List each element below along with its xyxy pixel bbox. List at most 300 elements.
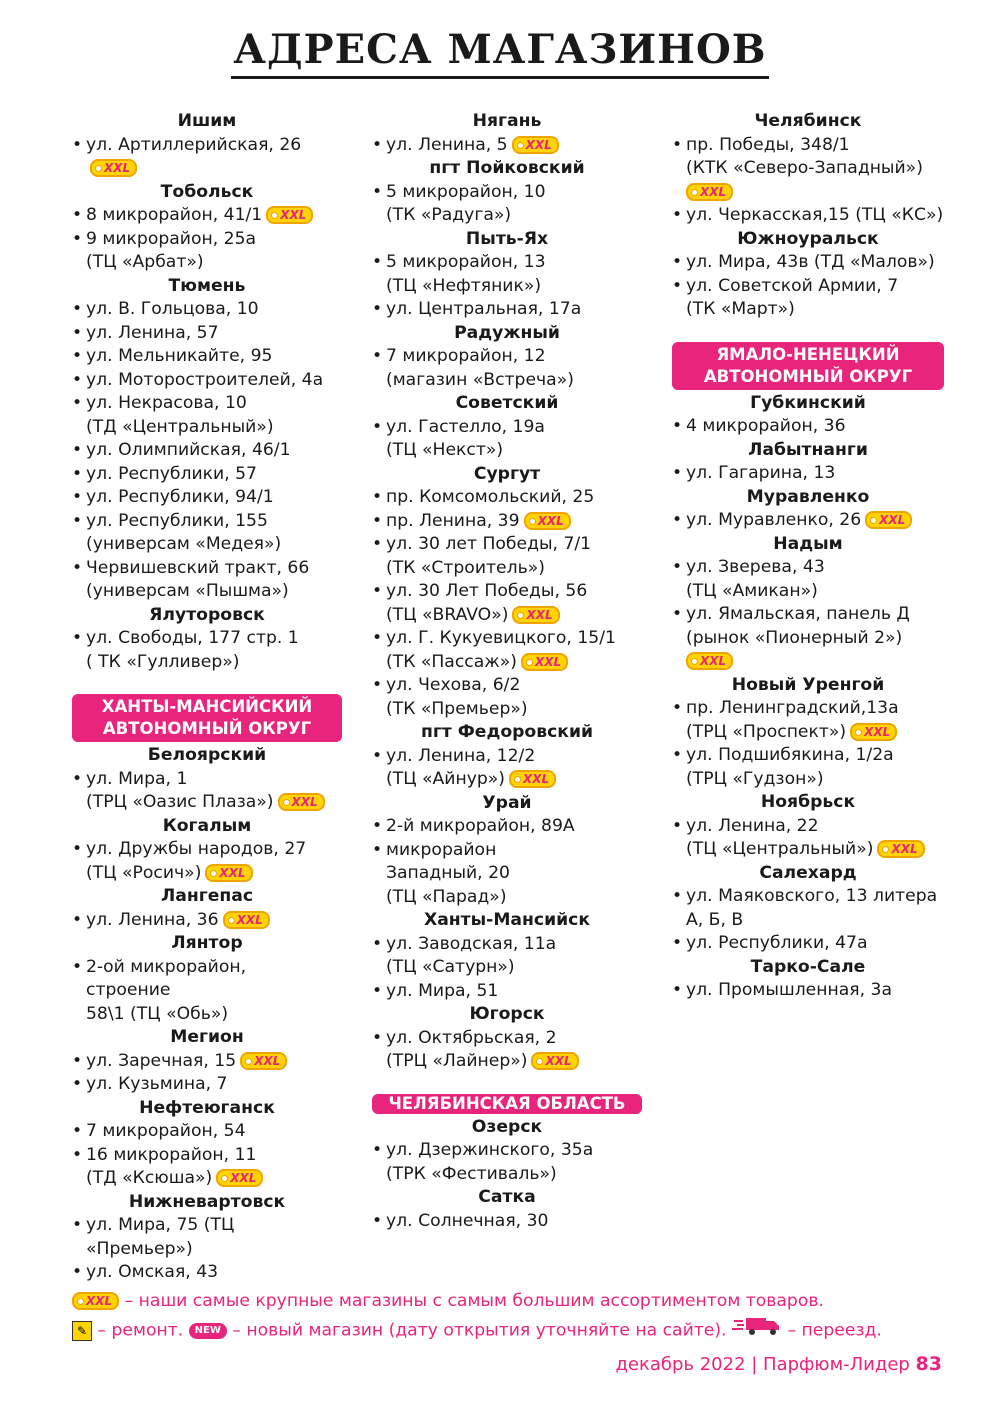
- address-line: [386, 1210, 642, 1234]
- address-text: ул. Чехова, 6/2: [386, 675, 521, 695]
- address-line: [686, 650, 944, 674]
- store-address: [672, 556, 944, 603]
- address-text: ул. 30 Лет Победы, 56: [386, 581, 588, 601]
- city-heading: Нягань: [472, 111, 542, 131]
- new-badge: NEW: [189, 1323, 227, 1339]
- store-address: [372, 181, 642, 228]
- legend-new-text: – новый магазин (дату открытия уточняйте на сайте).: [226, 1320, 727, 1341]
- city-heading: Губкинский: [750, 392, 866, 413]
- city-heading: Мегион: [170, 1027, 244, 1047]
- legend: [72, 1288, 882, 1346]
- store-address: [372, 839, 642, 910]
- store-address: [672, 979, 944, 1003]
- city-heading: Ханты-Мансийск: [423, 910, 591, 930]
- address-text: пр. Ленина, 39: [386, 510, 520, 531]
- store-address: [372, 627, 642, 674]
- address-text: ул. Ленина, 57: [86, 322, 219, 343]
- store-address: [672, 815, 944, 862]
- address-text: ул. Ленина, 22: [686, 815, 819, 836]
- address-text: ул. Республики, 57: [86, 463, 257, 484]
- address-line: [86, 956, 342, 980]
- address-line: [386, 1027, 642, 1051]
- address-text: (ТК «Строитель»): [386, 557, 545, 578]
- region-line: ХАНТЫ-МАНСИЙСКИЙ: [101, 697, 313, 716]
- address-text: ул. Г. Кукуевицкого, 15/1: [386, 628, 616, 648]
- xxl-badge: XXL: [521, 653, 568, 671]
- address-line: [386, 533, 642, 557]
- region-banner: [72, 694, 342, 742]
- store-address: [72, 909, 342, 933]
- store-address: [72, 298, 342, 322]
- repair-icon: ✎: [72, 1321, 92, 1341]
- store-address: [672, 932, 944, 956]
- store-address: [372, 1139, 642, 1186]
- address-text: (ТРЦ «Гудзон»): [686, 768, 824, 789]
- legend-xxl-text: – наши самые крупные магазины с самым большим ассортиментом товаров.: [119, 1291, 824, 1311]
- address-line: [686, 721, 944, 745]
- address-text: 7 микрорайон, 54: [86, 1121, 246, 1141]
- address-line: [686, 556, 944, 580]
- column-2: [372, 110, 642, 1233]
- address-text: (ТК «Радуга»): [386, 205, 512, 225]
- address-text: ул. Свободы, 177 стр. 1: [86, 628, 299, 648]
- city-heading: Сургут: [473, 463, 541, 484]
- address-text: ул. Гагарина, 13: [686, 463, 836, 483]
- page-title-wrap: [0, 26, 1000, 79]
- address-text: 7 микрорайон, 12: [386, 346, 546, 366]
- address-text: ул. 30 лет Победы, 7/1: [386, 534, 592, 554]
- address-text: пр. Ленинградский,13а: [686, 698, 899, 718]
- city-heading: Когалым: [162, 815, 252, 836]
- city-heading: Тарко-Сале: [750, 956, 866, 977]
- address-line: [86, 1073, 342, 1097]
- store-address: [72, 439, 342, 463]
- address-line: [86, 369, 342, 393]
- city-heading: Салехард: [759, 862, 857, 883]
- address-text: ул. Мира, 1: [86, 768, 188, 789]
- address-line: [386, 298, 642, 322]
- store-address: [672, 885, 944, 932]
- store-address: [372, 933, 642, 980]
- address-line: [386, 815, 642, 839]
- address-line: [86, 439, 342, 463]
- store-address: [372, 980, 642, 1004]
- store-address: [72, 392, 342, 439]
- address-line: [86, 1144, 342, 1168]
- address-text: (ТЦ «Нефтяник»): [386, 275, 542, 296]
- address-line: [386, 345, 642, 369]
- address-line: [686, 251, 944, 275]
- address-line: [86, 228, 342, 252]
- city-heading: Урай: [482, 792, 532, 813]
- address-line: [686, 204, 944, 228]
- address-text: 16 микрорайон, 11: [86, 1144, 257, 1165]
- address-line: [86, 651, 342, 675]
- address-line: [386, 1163, 642, 1187]
- address-line: [386, 980, 642, 1004]
- address-line: [686, 580, 944, 604]
- spacer: [672, 322, 944, 334]
- store-address: [672, 603, 944, 674]
- address-line: [86, 580, 342, 604]
- address-line: [686, 815, 944, 839]
- address-text: ул. Некрасова, 10: [86, 393, 247, 413]
- store-address: [372, 486, 642, 510]
- page-number: 83: [915, 1353, 942, 1375]
- address-line: [386, 956, 642, 980]
- store-address: [72, 838, 342, 885]
- address-line: [86, 298, 342, 322]
- store-address: [672, 744, 944, 791]
- xxl-badge: XXL: [877, 840, 924, 858]
- address-text: ул. Олимпийская, 46/1: [86, 440, 291, 460]
- store-address: [372, 416, 642, 463]
- store-address: [372, 580, 642, 627]
- address-line: [686, 134, 944, 158]
- address-line: [386, 439, 642, 463]
- address-text: ул. Маяковского, 13 литера: [686, 886, 938, 906]
- address-text: (ТД «Центральный»): [86, 416, 274, 437]
- address-line: [686, 909, 944, 933]
- address-line: [686, 932, 944, 956]
- address-text: (ТЦ «Некст»): [386, 440, 504, 460]
- footer-issue: декабрь 2022 | Парфюм-Лидер: [615, 1354, 916, 1375]
- address-text: пр. Победы, 348/1: [686, 134, 850, 155]
- address-text: ул. Мельникайте, 95: [86, 346, 273, 366]
- address-text: А, Б, В: [686, 909, 744, 930]
- address-line: [86, 486, 342, 510]
- address-line: [86, 345, 342, 369]
- address-line: [386, 557, 642, 581]
- city-heading: Муравленко: [746, 486, 870, 507]
- store-address: [72, 134, 342, 181]
- store-address: [672, 509, 944, 533]
- xxl-badge: XXL: [865, 511, 912, 529]
- address-text: (ТЦ «Амикан»): [686, 580, 818, 601]
- address-text: (ТЦ «Айнур»): [386, 769, 505, 789]
- address-text: 4 микрорайон, 36: [686, 416, 846, 436]
- address-text: (ТРЦ «Оазис Плаза»): [86, 792, 274, 812]
- address-text: (ТЦ «Арбат»): [86, 252, 204, 272]
- legend-move-text: – переезд.: [782, 1320, 882, 1341]
- address-text: ул. Заречная, 15: [86, 1050, 237, 1071]
- address-line: [386, 698, 642, 722]
- xxl-badge: XXL: [90, 159, 137, 177]
- store-address: [72, 557, 342, 604]
- address-line: [686, 157, 944, 181]
- address-line: [86, 251, 342, 275]
- address-text: строение: [86, 980, 171, 1000]
- address-text: ул. Зверева, 43: [686, 557, 825, 577]
- store-address: [672, 415, 944, 439]
- address-text: 58\1 (ТЦ «Обь»): [86, 1003, 229, 1024]
- city-heading: Ялуторовск: [149, 604, 265, 625]
- store-address: [672, 462, 944, 486]
- store-address: [72, 956, 342, 1027]
- xxl-badge: XXL: [223, 911, 270, 929]
- address-line: [686, 298, 944, 322]
- store-address: [672, 134, 944, 205]
- address-line: [86, 533, 342, 557]
- address-line: [386, 627, 642, 651]
- address-text: ул. Ленина, 12/2: [386, 745, 536, 766]
- store-address: [72, 510, 342, 557]
- address-text: 9 микрорайон, 25а: [86, 228, 257, 249]
- store-address: [672, 697, 944, 744]
- address-text: ул. Мира, 75 (ТЦ «Премьер»): [86, 1215, 235, 1259]
- address-text: ул. Кузьмина, 7: [86, 1074, 228, 1094]
- address-line: [386, 745, 642, 769]
- store-address: [72, 228, 342, 275]
- xxl-badge: XXL: [216, 1169, 263, 1187]
- address-line: [86, 1214, 342, 1261]
- region-line: ЯМАЛО-НЕНЕЦКИЙ: [716, 344, 900, 364]
- xxl-badge: XXL: [205, 864, 252, 882]
- xxl-badge: XXL: [512, 606, 559, 624]
- address-text: ул. Дружбы народов, 27: [86, 839, 307, 859]
- address-line: [686, 509, 944, 533]
- store-address: [72, 1144, 342, 1191]
- store-address: [372, 745, 642, 792]
- address-line: [386, 768, 642, 792]
- column-1: [72, 110, 342, 1285]
- store-address: [672, 251, 944, 275]
- xxl-badge: XXL: [850, 723, 897, 741]
- address-line: [386, 1050, 642, 1074]
- address-text: (КТК «Северо-Западный»): [686, 158, 923, 178]
- address-text: ул. Ленина, 5: [386, 134, 508, 155]
- store-address: [372, 1027, 642, 1074]
- region-banner: [372, 1094, 642, 1114]
- store-address: [372, 533, 642, 580]
- address-line: [686, 885, 944, 909]
- xxl-badge: XXL: [278, 793, 325, 811]
- address-line: [86, 510, 342, 534]
- store-address: [72, 627, 342, 674]
- address-text: ул. Муравленко, 26: [686, 510, 862, 530]
- city-heading: Ишим: [177, 111, 237, 131]
- address-line: [686, 697, 944, 721]
- store-address: [72, 322, 342, 346]
- address-line: [86, 862, 342, 886]
- address-text: ул. Мира, 51: [386, 980, 499, 1001]
- city-heading: Озерск: [471, 1116, 543, 1137]
- address-text: ул. Республики, 94/1: [86, 487, 274, 507]
- xxl-badge: XXL: [686, 183, 733, 201]
- address-text: ул. В. Гольцова, 10: [86, 299, 259, 319]
- address-text: (ТЦ «Росич»): [86, 862, 202, 883]
- address-line: [86, 204, 342, 228]
- address-text: (ТРК «Фестиваль»): [386, 1163, 557, 1184]
- address-line: [686, 838, 944, 862]
- address-line: [686, 603, 944, 627]
- address-text: (ТЦ «Парад»): [386, 886, 507, 907]
- address-text: 5 микрорайон, 10: [386, 181, 546, 202]
- store-address: [72, 768, 342, 815]
- region-banner: [672, 342, 944, 390]
- address-line: [86, 627, 342, 651]
- address-text: (ТЦ «Центральный»): [686, 839, 874, 859]
- address-line: [86, 557, 342, 581]
- address-text: (ТК «Март»): [686, 299, 795, 319]
- address-line: [86, 392, 342, 416]
- address-text: 2-й микрорайон, 89А: [386, 816, 575, 836]
- store-address: [372, 1210, 642, 1234]
- address-text: Западный, 20: [386, 863, 510, 883]
- xxl-badge: XXL: [266, 206, 313, 224]
- column-3: [672, 110, 944, 1003]
- address-line: [386, 369, 642, 393]
- address-line: [386, 1139, 642, 1163]
- spacer: [72, 674, 342, 686]
- address-text: (ТЦ «BRAVO»): [386, 604, 509, 625]
- address-text: ул. Солнечная, 30: [386, 1210, 549, 1231]
- store-address: [372, 134, 642, 158]
- store-address: [72, 1073, 342, 1097]
- address-text: ул. Мира, 43в (ТД «Малов»): [686, 252, 935, 272]
- address-line: [86, 1050, 342, 1074]
- store-address: [72, 369, 342, 393]
- address-text: ул. Республики, 155: [86, 510, 268, 531]
- store-address: [72, 1120, 342, 1144]
- address-text: (рынок «Пионерный 2»): [686, 627, 903, 648]
- address-line: [386, 181, 642, 205]
- address-line: [86, 463, 342, 487]
- address-text: ул. Октябрьская, 2: [386, 1027, 557, 1048]
- address-line: [386, 251, 642, 275]
- city-heading: Южноуральск: [737, 228, 879, 249]
- city-heading: Тобольск: [160, 181, 254, 202]
- store-address: [372, 251, 642, 298]
- address-line: [86, 838, 342, 862]
- address-line: [386, 580, 642, 604]
- address-line: [686, 181, 944, 205]
- page-title: АДРЕСА МАГАЗИНОВ: [231, 26, 768, 79]
- city-heading: Югорск: [469, 1004, 545, 1024]
- address-text: ул. Моторостроителей, 4а: [86, 369, 324, 390]
- address-text: ул. Республики, 47а: [686, 933, 868, 953]
- address-line: [386, 416, 642, 440]
- city-heading: Лабытнанги: [748, 439, 868, 460]
- address-line: [386, 275, 642, 299]
- address-line: [86, 322, 342, 346]
- address-line: [386, 604, 642, 628]
- city-heading: Нефтеюганск: [139, 1097, 275, 1118]
- legend-repair-text: – ремонт.: [92, 1320, 184, 1341]
- address-text: ул. Центральная, 17а: [386, 299, 582, 319]
- address-line: [686, 627, 944, 651]
- address-text: ул. Заводская, 11а: [386, 933, 557, 954]
- address-line: [386, 839, 642, 863]
- store-address: [372, 510, 642, 534]
- address-line: [86, 134, 342, 181]
- city-heading: Сатка: [478, 1187, 536, 1207]
- city-heading: пгт Федоровский: [420, 722, 594, 742]
- address-line: [686, 768, 944, 792]
- region-line: АВТОНОМНЫЙ ОКРУГ: [703, 366, 913, 386]
- address-line: [386, 204, 642, 228]
- xxl-badge: XXL: [531, 1052, 578, 1070]
- store-address: [72, 486, 342, 510]
- address-text: ул. Гастелло, 19а: [386, 416, 545, 437]
- store-address: [372, 815, 642, 839]
- address-line: [86, 1261, 342, 1285]
- store-address: [72, 1261, 342, 1285]
- city-heading: Белоярский: [147, 745, 267, 765]
- address-text: (ТРЦ «Лайнер»): [386, 1051, 528, 1071]
- region-line: ЧЕЛЯБИНСКАЯ ОБЛАСТЬ: [388, 1093, 626, 1113]
- address-line: [86, 768, 342, 792]
- address-line: [386, 933, 642, 957]
- address-line: [686, 979, 944, 1003]
- address-text: ул. Омская, 43: [86, 1262, 219, 1282]
- address-text: ул. Подшибякина, 1/2а: [686, 745, 894, 765]
- city-heading: Ноябрьск: [760, 792, 856, 812]
- address-text: ул. Ленина, 36: [86, 909, 219, 930]
- address-line: [386, 134, 642, 158]
- address-line: [86, 909, 342, 933]
- xxl-badge: XXL: [512, 136, 559, 154]
- address-line: [686, 275, 944, 299]
- city-heading: Радужный: [454, 322, 560, 343]
- address-text: пр. Комсомольский, 25: [386, 487, 595, 507]
- store-address: [72, 204, 342, 228]
- address-line: [386, 674, 642, 698]
- city-heading: Челябинск: [754, 111, 862, 131]
- address-text: Червишевский тракт, 66: [86, 557, 310, 578]
- address-line: [686, 462, 944, 486]
- address-text: (магазин «Встреча»): [386, 369, 574, 390]
- address-line: [386, 862, 642, 886]
- store-address: [72, 1214, 342, 1261]
- address-text: ул. Артиллерийская, 26: [86, 134, 302, 155]
- address-text: ул. Дзержинского, 35а: [386, 1140, 594, 1160]
- address-text: (ТРЦ «Проспект»): [686, 721, 847, 742]
- xxl-badge: XXL: [72, 1292, 119, 1310]
- address-line: [86, 979, 342, 1003]
- store-address: [672, 204, 944, 228]
- xxl-badge: XXL: [240, 1052, 287, 1070]
- address-text: ул. Промышленная, 3а: [686, 980, 892, 1000]
- address-line: [686, 415, 944, 439]
- city-heading: пгт Пойковский: [429, 158, 585, 178]
- page-footer: [615, 1353, 942, 1375]
- address-text: ( ТК «Гулливер»): [86, 651, 240, 672]
- address-line: [86, 1167, 342, 1191]
- store-address: [72, 463, 342, 487]
- city-heading: Нижневартовск: [128, 1191, 286, 1212]
- address-line: [386, 510, 642, 534]
- xxl-badge: XXL: [686, 652, 733, 670]
- city-heading: Новый Уренгой: [731, 674, 885, 695]
- address-line: [86, 1120, 342, 1144]
- city-heading: Пыть-Ях: [465, 228, 549, 249]
- city-heading: Советский: [455, 393, 559, 413]
- legend-icons-row: [72, 1315, 882, 1346]
- address-line: [386, 651, 642, 675]
- address-text: ул. Советской Армии, 7: [686, 275, 899, 296]
- address-text: (ТК «Пассаж»): [386, 651, 517, 672]
- address-line: [86, 791, 342, 815]
- address-line: [686, 744, 944, 768]
- address-text: (универсам «Медея»): [86, 534, 282, 554]
- address-text: (ТЦ «Сатурн»): [386, 957, 515, 977]
- address-text: (универсам «Пышма»): [86, 581, 289, 601]
- address-text: микрорайон: [386, 839, 497, 860]
- store-address: [672, 275, 944, 322]
- address-text: (ТД «Ксюша»): [86, 1168, 213, 1188]
- truck-icon: [732, 1315, 782, 1346]
